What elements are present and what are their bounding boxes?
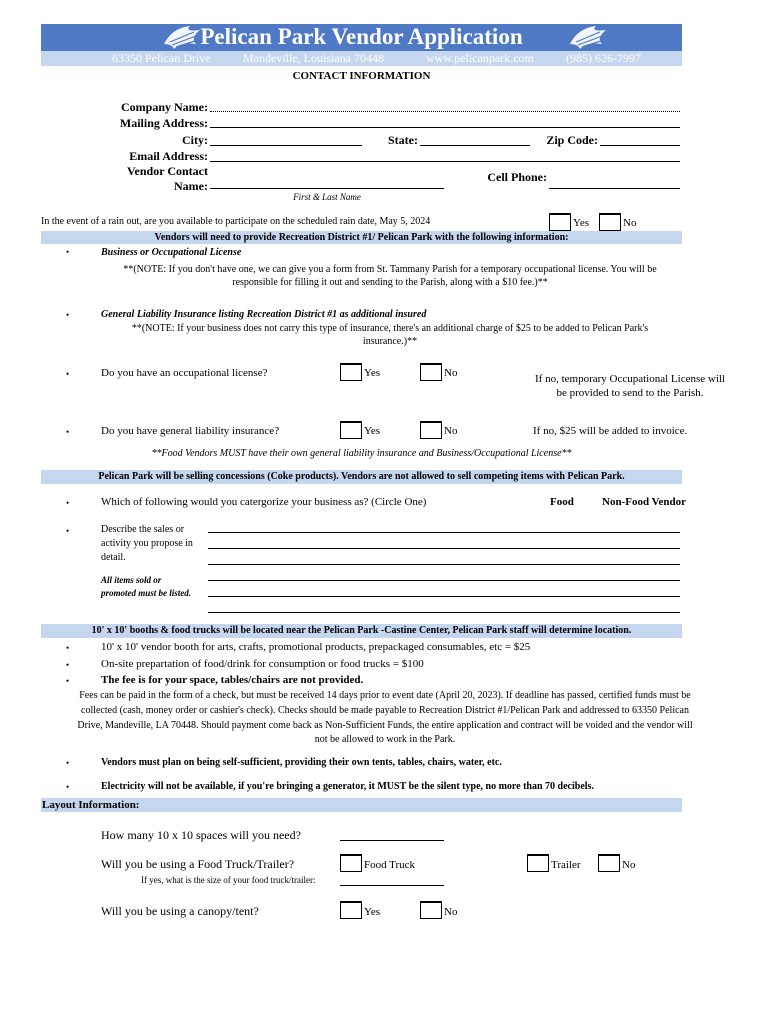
company-name-field[interactable] xyxy=(210,111,680,112)
company-name-label: Company Name: xyxy=(121,100,208,114)
categorize-question: Which of following would you catergorize your business as? (Circle One) xyxy=(101,496,427,508)
contact-section-title: CONTACT INFORMATION xyxy=(292,70,431,82)
insurance-note-1: **(NOTE: If your business does not carry this type of insurance, there's an additional charge of $25 to be added to Pelican Park's xyxy=(131,323,649,334)
food-fee: On-site prepartation of food/drink for consumption or food trucks = $100 xyxy=(101,658,424,670)
vendor-contact-label: Vendor Contact xyxy=(126,164,208,178)
food-vendor-note: **Food Vendors MUST have their own general liability insurance and Business/Occupational License** xyxy=(151,448,572,459)
insurance-yes-label: Yes xyxy=(364,425,381,437)
rain-yes-checkbox[interactable] xyxy=(549,213,571,231)
header-city: Mandeville, Louisiana 70448 xyxy=(243,51,384,65)
insurance-title: General Liability Insurance listing Recreation District #1 as additional insured xyxy=(101,309,427,320)
truck-no-checkbox[interactable] xyxy=(598,854,620,872)
booth-fee: 10' x 10' vendor booth for arts, crafts, promotional products, prepackaged consumables, etc = $25 xyxy=(101,641,531,653)
page-title: Pelican Park Vendor Application xyxy=(200,24,523,49)
insurance-no-label: No xyxy=(444,425,458,437)
category-food-option[interactable]: Food xyxy=(550,496,574,508)
header-phone: (985) 626-7997 xyxy=(566,51,641,65)
bullet: • xyxy=(66,369,70,379)
truck-question: Will you be using a Food Truck/Trailer? xyxy=(101,857,295,871)
insurance-yes-checkbox[interactable] xyxy=(340,421,362,439)
bullet: • xyxy=(66,643,70,653)
license-no-checkbox[interactable] xyxy=(420,363,442,381)
canopy-yes-checkbox[interactable] xyxy=(340,901,362,919)
canopy-question: Will you be using a canopy/tent? xyxy=(101,904,259,918)
bullet: • xyxy=(66,782,70,792)
bullet: • xyxy=(66,498,70,508)
describe-label-1: Describe the sales or xyxy=(101,524,185,535)
describe-label-3: detail. xyxy=(101,552,126,563)
insurance-info: If no, $25 will be added to invoice. xyxy=(533,425,688,437)
rain-date-question: In the event of a rain out, are you available to participate on the scheduled rain date, May 5, 2024 xyxy=(41,216,431,227)
description-line[interactable] xyxy=(208,596,680,597)
booths-band-text: 10' x 10' booths & food trucks will be located near the Pelican Park -Castine Center, Pelican Park staff will determine location. xyxy=(91,625,632,636)
city-field[interactable] xyxy=(210,145,362,146)
cell-phone-field[interactable] xyxy=(549,188,680,189)
electricity-note: Electricity will not be available, if you're bringing a generator, it MUST be the silent type, no more than 70 decibels. xyxy=(101,781,594,792)
bullet: • xyxy=(66,247,70,257)
license-info-2: be provided to send to the Parish. xyxy=(556,387,704,399)
description-line[interactable] xyxy=(208,580,680,581)
insurance-note-2: insurance.)** xyxy=(362,336,418,347)
layout-section-title: Layout Information: xyxy=(42,799,140,811)
email-address-field[interactable] xyxy=(210,161,680,162)
cell-phone-label: Cell Phone: xyxy=(487,170,547,184)
bullet: • xyxy=(66,310,70,320)
payment-text-3: Drive, Mandeville, LA 70448. Should payment come back as Non-Sufficient Funds, the entire application and contract will be voided and the vendor will xyxy=(77,720,693,731)
vendor-name-label: Name: xyxy=(174,179,208,193)
license-yes-checkbox[interactable] xyxy=(340,363,362,381)
state-label: State: xyxy=(388,133,418,147)
city-label: City: xyxy=(182,133,208,147)
description-line[interactable] xyxy=(208,532,680,533)
concessions-band-text: Pelican Park will be selling concessions (Coke products). Vendors are not allowed to sell competing items with Pelican Park. xyxy=(98,471,625,482)
listed-label-2: promoted must be listed. xyxy=(101,588,191,598)
bullet: • xyxy=(66,427,70,437)
license-no-label: No xyxy=(444,367,458,379)
describe-label-2: activity you propose in xyxy=(101,538,193,549)
license-question: Do you have an occupational license? xyxy=(101,367,268,379)
rain-no-checkbox[interactable] xyxy=(599,213,621,231)
spaces-field[interactable] xyxy=(340,840,444,841)
canopy-no-checkbox[interactable] xyxy=(420,901,442,919)
license-title: Business or Occupational License xyxy=(101,247,242,258)
truck-no-label: No xyxy=(622,859,636,871)
category-nonfood-option[interactable]: Non-Food Vendor xyxy=(602,496,687,508)
bullet: • xyxy=(66,526,70,536)
listed-label-1: All items sold or xyxy=(101,575,162,585)
rain-no-label: No xyxy=(623,217,637,229)
spaces-question: How many 10 x 10 spaces will you need? xyxy=(101,828,301,842)
trailer-label: Trailer xyxy=(551,859,581,871)
insurance-question: Do you have general liability insurance? xyxy=(101,425,280,437)
rain-yes-label: Yes xyxy=(573,217,590,229)
payment-text-1: Fees can be paid in the form of a check, but must be received 14 days prior to event date (April 20, 2023). If deadline has passed, certified funds must be xyxy=(79,690,691,701)
vendor-name-hint: First & Last Name xyxy=(293,192,361,202)
description-line[interactable] xyxy=(208,612,680,613)
canopy-no-label: No xyxy=(444,906,458,918)
vendor-name-field[interactable] xyxy=(210,188,444,189)
fee-note: The fee is for your space, tables/chairs are not provided. xyxy=(101,674,364,686)
mailing-address-field[interactable] xyxy=(210,127,680,128)
payment-text-4: not be allowed to work in the Park. xyxy=(314,734,456,745)
payment-text-2: collected (cash, money order or cashier's check). Checks should be made payable to Recreation District #1/Pelican Park and addressed to 63350 Pelican xyxy=(81,705,689,716)
canopy-yes-label: Yes xyxy=(364,906,381,918)
zip-code-field[interactable] xyxy=(600,145,680,146)
license-info-1: If no, temporary Occupational License will xyxy=(535,373,725,385)
mailing-address-label: Mailing Address: xyxy=(119,116,208,130)
email-address-label: Email Address: xyxy=(129,149,208,163)
description-line[interactable] xyxy=(208,564,680,565)
license-note-1: **(NOTE: If you don't have one, we can give you a form from St. Tammany Parish for a temporary occupational license. You will be xyxy=(123,264,657,275)
license-note-2: responsible for filling it out and sending to the Parish, along with a $10 fee.)** xyxy=(232,277,548,288)
self-sufficient-note: Vendors must plan on being self-sufficient, providing their own tents, tables, chairs, water, etc. xyxy=(101,757,502,768)
truck-size-field[interactable] xyxy=(340,885,444,886)
bullet: • xyxy=(66,758,70,768)
state-field[interactable] xyxy=(420,145,530,146)
trailer-checkbox[interactable] xyxy=(527,854,549,872)
food-truck-label: Food Truck xyxy=(364,859,416,871)
food-truck-checkbox[interactable] xyxy=(340,854,362,872)
bullet: • xyxy=(66,676,70,686)
header-website: www.pelicanpark.com xyxy=(426,51,534,65)
description-line[interactable] xyxy=(208,548,680,549)
zip-code-label: Zip Code: xyxy=(546,133,598,147)
header-address: 63350 Pelican Drive xyxy=(112,51,211,65)
bullet: • xyxy=(66,660,70,670)
license-yes-label: Yes xyxy=(364,367,381,379)
insurance-no-checkbox[interactable] xyxy=(420,421,442,439)
requirements-band-text: Vendors will need to provide Recreation District #1/ Pelican Park with the following information: xyxy=(154,232,569,243)
truck-size-question: If yes, what is the size of your food truck/trailer: xyxy=(141,875,316,885)
